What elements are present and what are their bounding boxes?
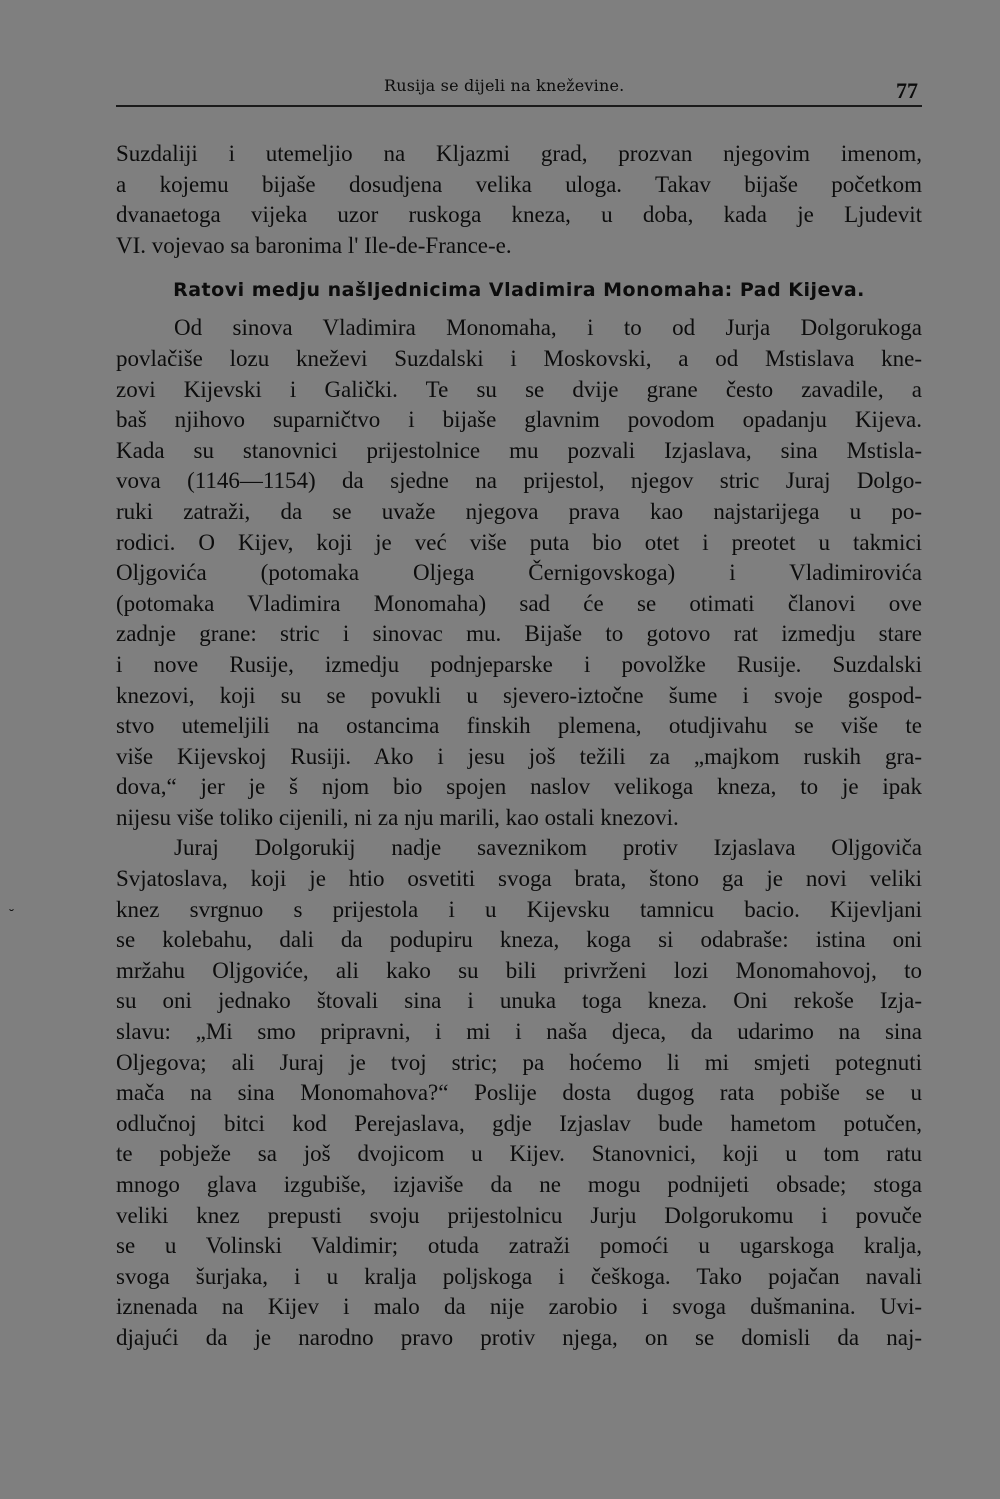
text-line: i nove Rusije, izmedju podnjeparske i povolžke Rusije. Suzdalski bbox=[116, 651, 922, 677]
text-line: odlučnoj bitci kod Perejaslava, gdje Izjaslav bude hametom potučen, bbox=[116, 1110, 922, 1136]
text-line: mržahu Oljgoviće, ali kako su bili privrženi lozi Monomahovoj, to bbox=[116, 957, 922, 983]
text-line: Od sinova Vladimira Monomaha, i to od Jurja Dolgorukoga bbox=[174, 315, 922, 341]
text-line: su oni jednako štovali sina i unuka toga kneza. Oni rekoše Izja- bbox=[116, 988, 922, 1014]
text-line: slavu: „Mi smo pripravni, i mi i naša djeca, da udarimo na sina bbox=[116, 1019, 922, 1045]
text-line: dvanaetoga vijeka uzor ruskoga kneza, u doba, kada je Ljudevit bbox=[116, 202, 922, 228]
text-line: Svjatoslava, koji je htio osvetiti svoga brata, štono ga je novi veliki bbox=[116, 866, 922, 892]
text-line: se kolebahu, dali da podupiru kneza, koga si odabraše: istina oni bbox=[116, 927, 922, 953]
text-line: Juraj Dolgorukij nadje saveznikom protiv Izjaslava Oljgoviča bbox=[174, 835, 922, 861]
text-line: zadnje grane: stric i sinovac mu. Bijaše to gotovo rat izmedju stare bbox=[116, 621, 922, 647]
text-line: VI. vojevao sa baronima l' Ile-de-France-e. bbox=[116, 232, 512, 258]
text-line: Kada su stanovnici prijestolnice mu pozvali Izjaslava, sina Mstisla- bbox=[116, 437, 922, 463]
running-header bbox=[116, 76, 922, 110]
section-heading: Ratovi medju našljednicima Vladimira Monomaha: Pad Kijeva. bbox=[173, 279, 865, 302]
text-line: knezovi, koji su se povukli u sjevero-iztočne šume i svoje gospod- bbox=[116, 682, 922, 708]
text-line: svoga šurjaka, i u kralja poljskoga i češkoga. Tako pojačan navali bbox=[116, 1263, 922, 1289]
text-line: veliki knez prepusti svoju prijestolnicu Jurju Dolgorukomu i povuče bbox=[116, 1202, 922, 1228]
running-title: Rusija se dijeli na kneževine. bbox=[384, 76, 625, 95]
text-line: djajući da je narodno pravo protiv njega, on se domisli da naj- bbox=[116, 1324, 922, 1350]
text-line: nijesu više toliko cijenili, ni za nju marili, kao ostali knezovi. bbox=[116, 804, 679, 830]
text-line: dova,“ jer je š njom bio spojen naslov velikoga kneza, to je ipak bbox=[116, 774, 922, 800]
body-text bbox=[116, 139, 922, 1354]
text-line: Oljgovića (potomaka Oljega Černigovskoga) i Vladimirovića bbox=[116, 560, 922, 586]
text-line: Oljegova; ali Juraj je tvoj stric; pa hoćemo li mi smjeti potegnuti bbox=[116, 1049, 922, 1075]
text-line: vova (1146—1154) da sjedne na prijestol, njegov stric Juraj Dolgo- bbox=[116, 468, 922, 494]
text-line: mnogo glava izgubiše, izjaviše da ne mogu podnijeti obsade; stoga bbox=[116, 1172, 922, 1197]
text-line: iznenada na Kijev i malo da nije zarobio i svoga dušmanina. Uvi- bbox=[116, 1294, 922, 1320]
text-line: Suzdaliji i utemeljio na Kljazmi grad, prozvan njegovim imenom, bbox=[116, 141, 922, 166]
text-line: mača na sina Monomahova?“ Poslije dosta dugog rata pobiše se u bbox=[116, 1080, 922, 1106]
text-line: (potomaka Vladimira Monomaha) sad će se otimati članovi ove bbox=[116, 590, 922, 616]
margin-mark: ˘ bbox=[8, 908, 15, 924]
text-line: stvo utemeljili na ostancima finskih plemena, otudjivahu se više te bbox=[116, 713, 922, 739]
text-line: ruki zatraži, da se uvaže njegova prava kao najstarijega u po- bbox=[116, 498, 922, 524]
text-line: zovi Kijevski i Galički. Te su se dvije grane često zavadile, a bbox=[116, 376, 922, 402]
text-line: rodici. O Kijev, koji je već više puta bio otet i preotet u takmici bbox=[116, 529, 922, 555]
text-line: povlačiše lozu kneževi Suzdalski i Moskovski, a od Mstislava kne- bbox=[116, 345, 922, 371]
text-line: više Kijevskoj Rusiji. Ako i jesu još težili za „majkom ruskih gra- bbox=[116, 743, 922, 769]
text-line: baš njihovo suparničtvo i bijaše glavnim povodom opadanju Kijeva. bbox=[116, 407, 922, 433]
text-line: knez svrgnuo s prijestola i u Kijevsku tamnicu bacio. Kijevljani bbox=[116, 896, 922, 922]
text-line: se u Volinski Valdimir; otuda zatraži pomoći u ugarskoga kralja, bbox=[116, 1233, 922, 1259]
text-line: a kojemu bijaše dosudjena velika uloga. Takav bijaše početkom bbox=[116, 171, 922, 197]
text-line: te pobježe sa još dvojicom u Kijev. Stanovnici, koji u tom ratu bbox=[116, 1141, 922, 1167]
page-number: 77 bbox=[896, 78, 918, 103]
header-rule bbox=[116, 105, 922, 107]
